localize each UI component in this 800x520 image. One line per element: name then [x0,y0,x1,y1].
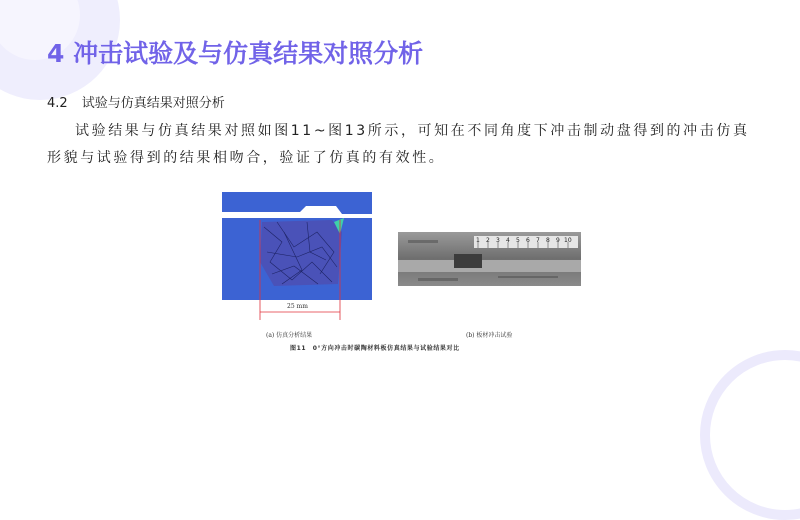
ruler-tick-label: 9 [556,237,560,244]
simulation-image [222,192,372,300]
corner-ring-decoration [700,350,800,520]
ruler-tick-label: 3 [496,237,500,244]
ruler-tick-label: 6 [526,237,530,244]
ruler-tick-label: 10 [564,237,572,244]
slide-title: 4 冲击试验及与仿真结果对照分析 [47,39,424,68]
section-title: 试验与仿真结果对照分析 [81,96,225,111]
ruler-tick-label: 5 [516,237,520,244]
subcaption-a: (a) 仿真分析结果 [266,332,313,339]
test-photo [398,232,581,286]
scale-label: 25 mm [287,303,308,310]
section-number: 4.2 [47,96,68,111]
body-paragraph: 试验结果与仿真结果对照如图11~图13所示，可知在不同角度下冲击制动盘得到的冲击仿真形貌与试验得到的结果相吻合，验证了仿真的有效性。 [47,123,750,166]
ruler-tick-label: 1 [476,237,480,244]
ruler-tick-label: 2 [486,237,490,244]
ruler-tick-label: 8 [546,237,550,244]
ruler-tick-label: 7 [536,237,540,244]
ruler-tick-label: 4 [506,237,510,244]
section-heading [47,92,225,111]
subcaption-b: (b) 板材冲击试验 [466,332,513,339]
figure-caption: 图11 0°方向冲击时碳陶材料板仿真结果与试验结果对比 [290,345,460,352]
